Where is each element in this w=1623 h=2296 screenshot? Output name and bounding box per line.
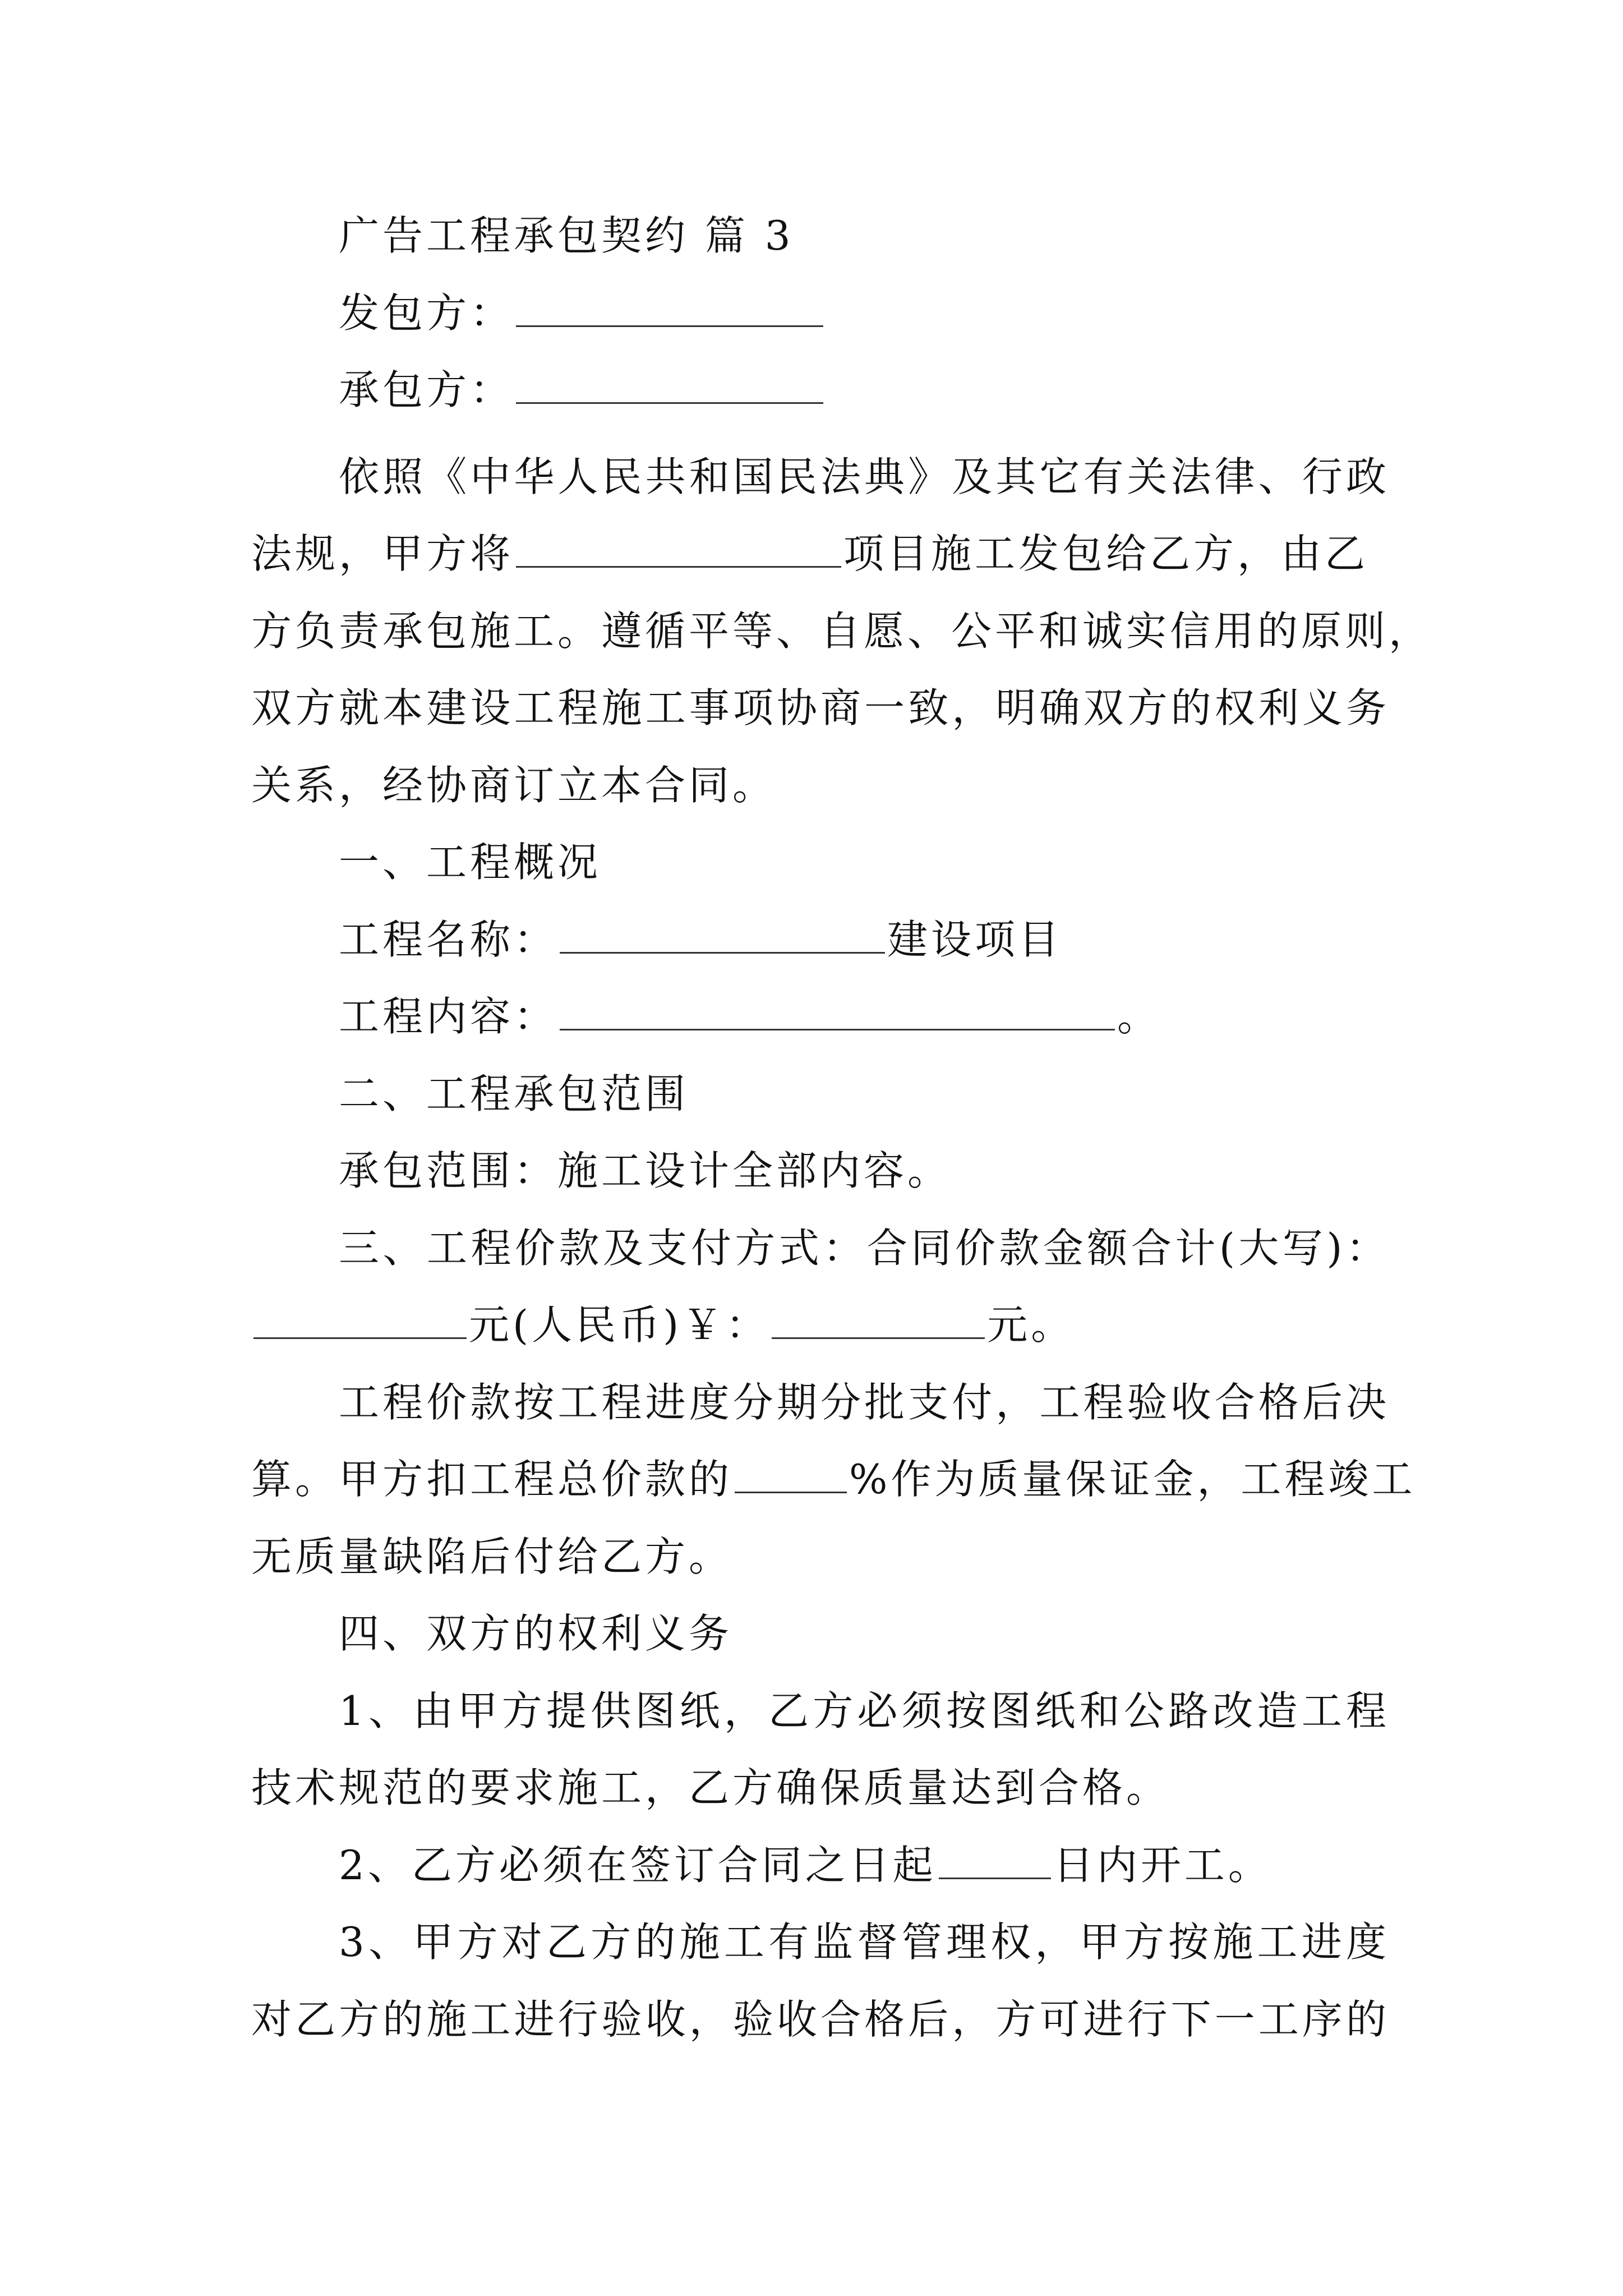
intro-line-2-end: 项目施工发包给乙方，由乙: [843, 530, 1369, 577]
item-3-line-2: 对乙方的施工进行验收，验收合格后，方可进行下一工序的: [251, 1996, 1390, 2043]
intro-line-1: 依照《中华人民共和国民法典》及其它有关法律、行政: [339, 453, 1390, 500]
intro-line-3: 方负责承包施工。遵循平等、自愿、公平和诚实信用的原则，: [251, 608, 1433, 655]
project-content-blank: [560, 994, 1115, 1030]
item-2-start: 2、乙方必须在签订合同之日起: [339, 1842, 937, 1889]
party-b-label: 承包方：: [339, 366, 514, 413]
item-1-line-1: 1、由甲方提供图纸，乙方必须按图纸和公路改造工程: [339, 1687, 1390, 1734]
payment-line-2-end: %作为质量保证金，工程竣工: [849, 1456, 1416, 1503]
item-1-line-2: 技术规范的要求施工，乙方确保质量达到合格。: [251, 1764, 1170, 1811]
party-a-blank: [516, 291, 823, 327]
project-name-label: 工程名称：: [339, 916, 558, 963]
item-2-end: 日内开工。: [1053, 1842, 1272, 1889]
project-blank: [516, 531, 841, 568]
section-1-heading: 一、工程概况: [339, 839, 602, 886]
project-name-line: [339, 912, 1477, 968]
party-b-line: [339, 362, 1477, 418]
section-2-heading: 二、工程承包范围: [339, 1070, 689, 1117]
project-content-label: 工程内容：: [339, 993, 558, 1040]
section-3-line-2: [251, 1297, 1390, 1353]
start-days-blank: [939, 1843, 1051, 1879]
amount-suffix: 元。: [987, 1301, 1075, 1349]
party-b-blank: [516, 367, 823, 404]
section-4-heading: 四、双方的权利义务: [339, 1610, 733, 1657]
project-content-line: [339, 988, 1477, 1045]
project-name-suffix: 建设项目: [887, 916, 1063, 963]
intro-line-4: 双方就本建设工程施工事项协商一致，明确双方的权利义务: [251, 684, 1390, 731]
section-3-line-1: 三、工程价款及支付方式：合同价款金额合计(大写)：: [339, 1225, 1390, 1272]
item-2-line: [339, 1837, 1477, 1893]
scope-line: 承包范围：施工设计全部内容。: [339, 1147, 952, 1194]
payment-line-3: 无质量缺陷后付给乙方。: [251, 1533, 733, 1580]
party-a-line: [339, 285, 1477, 341]
project-content-suffix: 。: [1117, 993, 1161, 1040]
payment-line-1: 工程价款按工程进度分期分批支付，工程验收合格后决: [339, 1379, 1390, 1426]
retention-percent-blank: [735, 1457, 847, 1493]
item-3-line-1: 3、甲方对乙方的施工有监督管理权，甲方按施工进度: [339, 1918, 1390, 1966]
amount-rmb-label: 元(人民币)￥：: [469, 1301, 770, 1349]
project-name-blank: [560, 917, 885, 954]
amount-words-blank: [253, 1303, 467, 1339]
amount-figures-blank: [772, 1303, 985, 1339]
payment-line-2-start: 算。甲方扣工程总价款的: [251, 1456, 733, 1503]
payment-line-2: [251, 1451, 1416, 1507]
intro-line-2-start: 法规，甲方将: [251, 530, 514, 577]
intro-line-2: [251, 526, 1390, 582]
intro-line-5: 关系，经协商订立本合同。: [251, 762, 777, 809]
document-title: 广告工程承包契约 篇 3: [339, 212, 794, 259]
party-a-label: 发包方：: [339, 289, 514, 337]
